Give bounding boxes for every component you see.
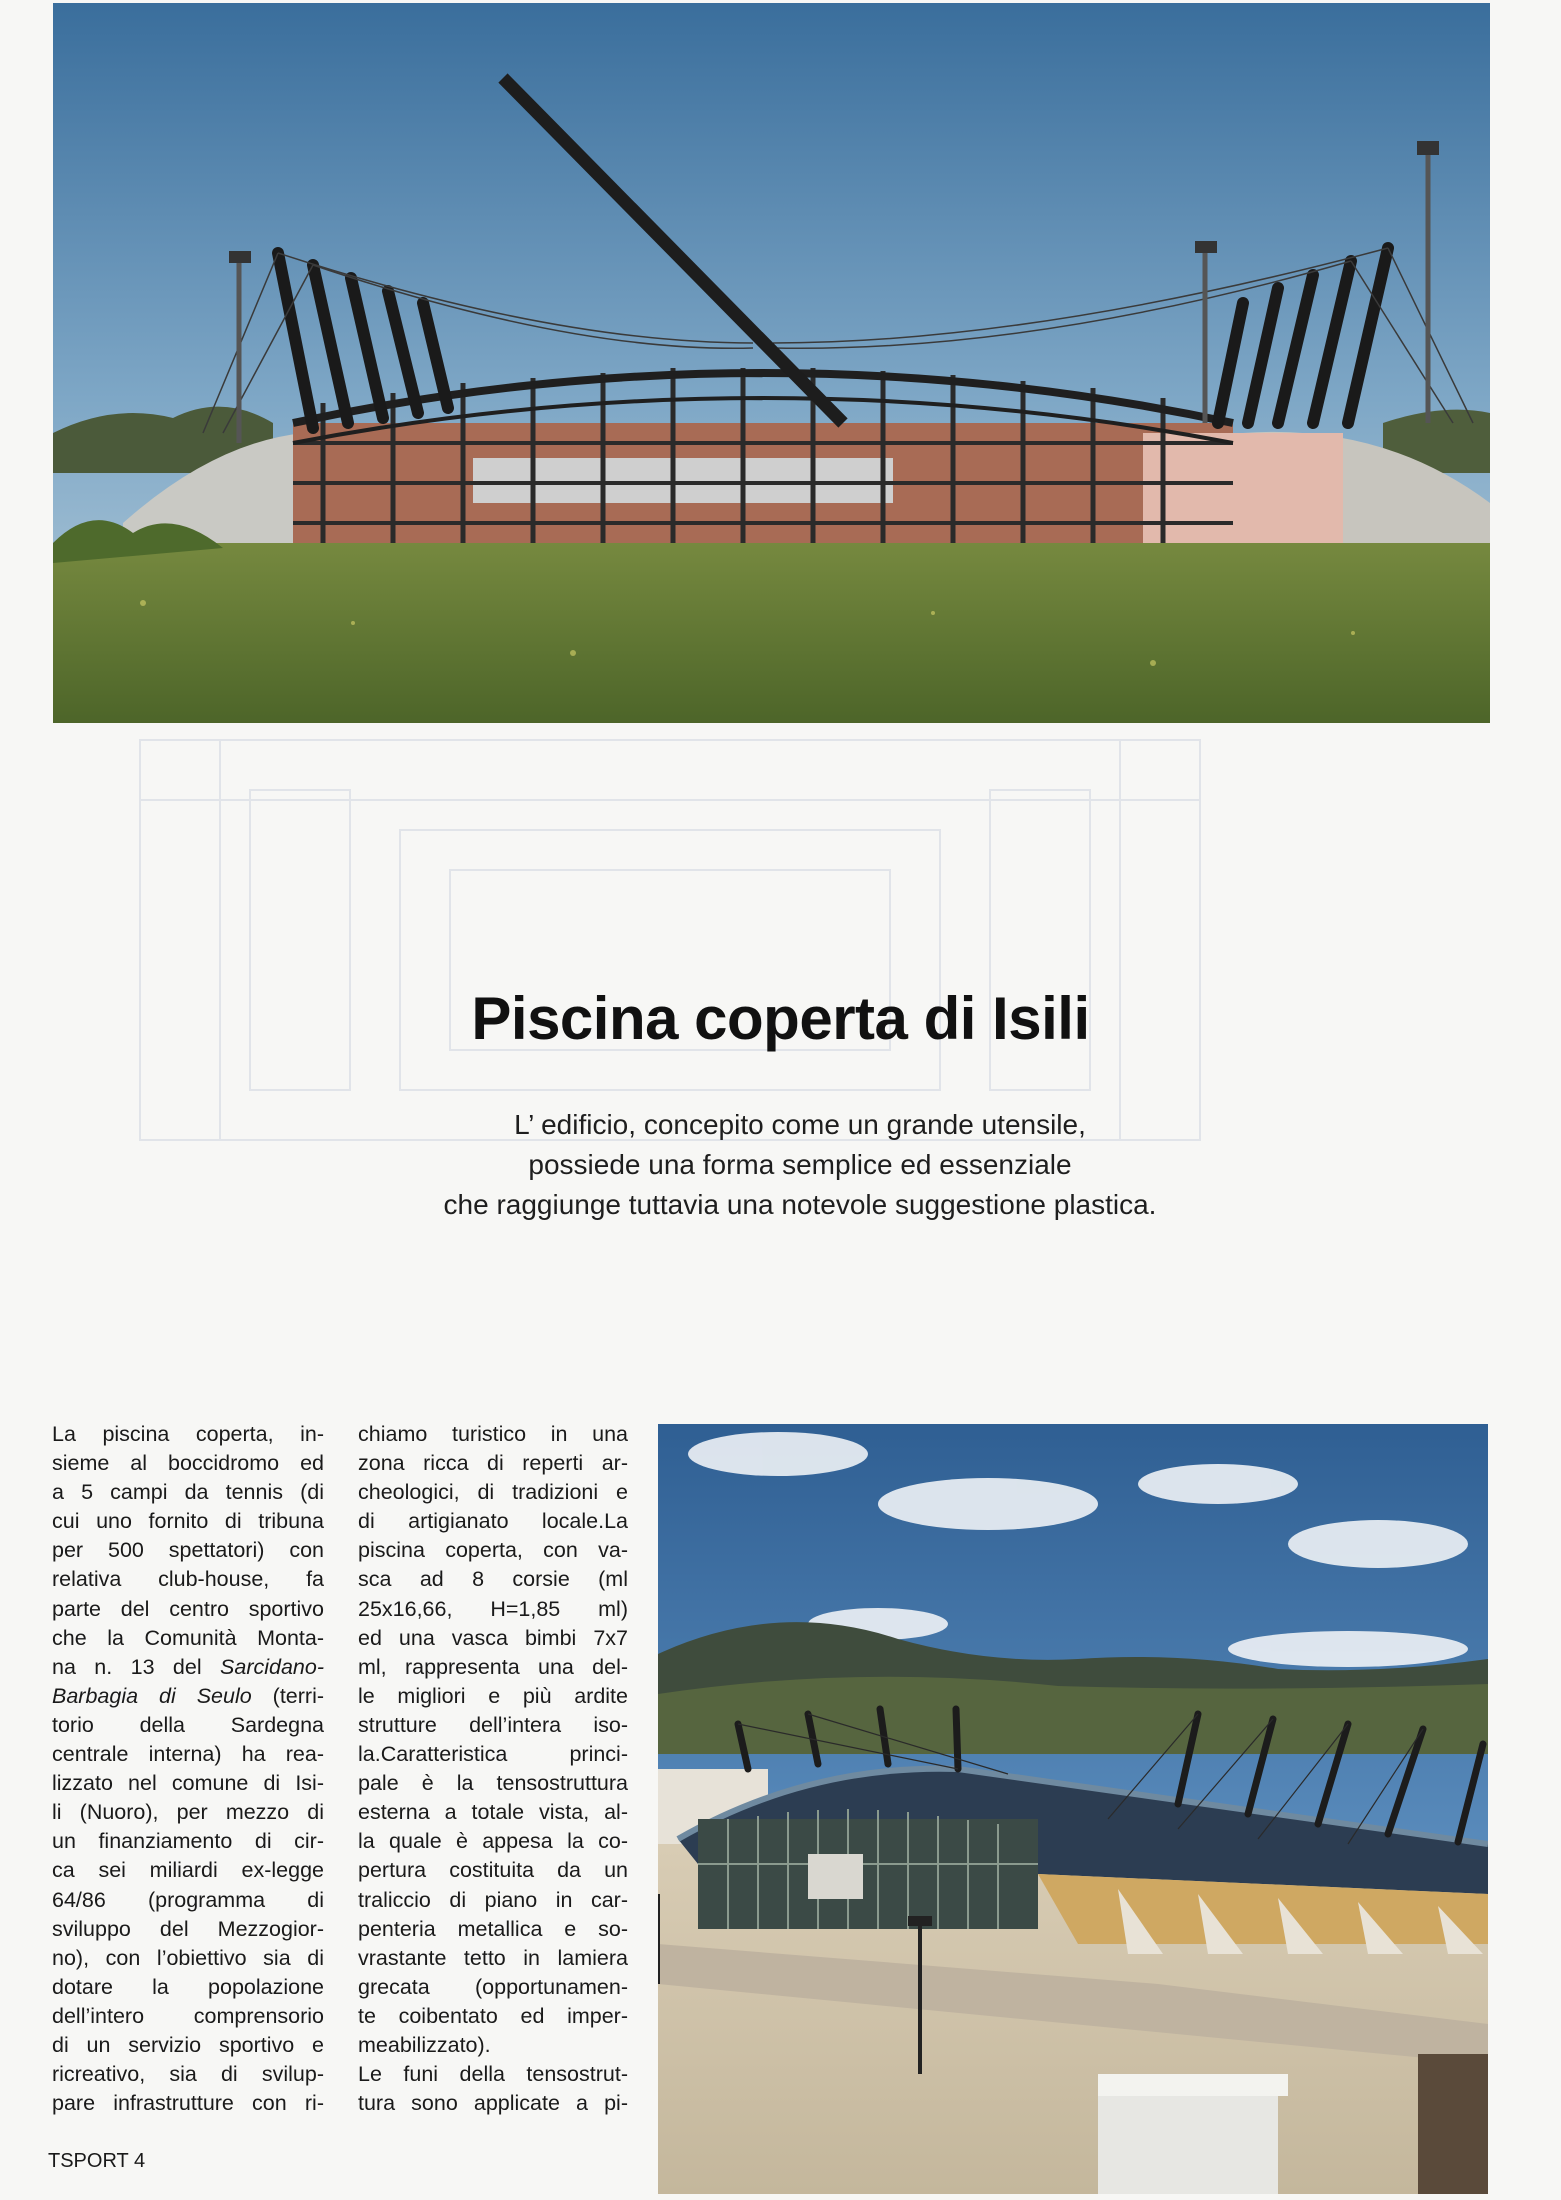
body-line: di artigianato locale.La: [358, 1509, 628, 1534]
body-line: relativa club-house, fa: [52, 1567, 324, 1592]
body-line: parte del centro sportivo: [52, 1596, 324, 1621]
body-line: ed una vasca bimbi 7x7: [358, 1625, 628, 1650]
body-line: ml, rappresenta una del-: [358, 1654, 628, 1679]
photo-finished-building: [658, 1424, 1488, 2194]
body-line: 25x16,66, H=1,85 ml): [358, 1596, 628, 1621]
body-line: no), con l’obiettivo sia di: [52, 1945, 324, 1970]
body-line: [52, 1682, 324, 1711]
body-line: dotare la popolazione: [52, 1974, 324, 1999]
body-line: la quale è appesa la co-: [358, 1829, 628, 1854]
photo-construction-site: [53, 3, 1490, 723]
body-line: Le funi della tensostrut-: [358, 2062, 628, 2087]
body-line: piscina coperta, con va-: [358, 1538, 628, 1563]
body-line: li (Nuoro), per mezzo di: [52, 1800, 324, 1825]
place-name-italic: Sarcidano-: [220, 1654, 324, 1679]
body-line: vrastante tetto in lamiera: [358, 1945, 628, 1970]
body-line: di un servizio sportivo e: [52, 2032, 324, 2057]
body-line: lizzato nel comune di Isi-: [52, 1771, 324, 1796]
body-line: torio della Sardegna: [52, 1712, 324, 1737]
body-line: che la Comunità Monta-: [52, 1625, 324, 1650]
place-name-italic: Barbagia di Seulo: [52, 1683, 252, 1708]
body-line: 64/86 (programma di: [52, 1887, 324, 1912]
body-line: la.Caratteristica princi-: [358, 1742, 628, 1767]
body-line: strutture dell’intera iso-: [358, 1712, 628, 1737]
body-line: pale è la tensostruttura: [358, 1771, 628, 1796]
body-line: per 500 spettatori) con: [52, 1538, 324, 1563]
body-column-1: [52, 1420, 324, 2118]
body-line: sieme al boccidromo ed: [52, 1451, 324, 1476]
body-line: centrale interna) ha rea-: [52, 1742, 324, 1767]
body-text: na n. 13 del: [52, 1654, 221, 1679]
body-line: sviluppo del Mezzogior-: [52, 1916, 324, 1941]
body-column-2: [358, 1420, 628, 2118]
body-line: a 5 campi da tennis (di: [52, 1480, 324, 1505]
body-line: sca ad 8 corsie (ml: [358, 1567, 628, 1592]
body-line: grecata (opportunamen-: [358, 1974, 628, 1999]
body-line: tura sono applicate a pi-: [358, 2091, 628, 2116]
body-line: dell’intero comprensorio: [52, 2003, 324, 2028]
body-line: pare infrastrutture con ri-: [52, 2091, 324, 2116]
article-title: Piscina coperta di Isili: [471, 985, 1090, 1053]
standfirst-line: che raggiunge tuttavia una notevole suggestione plastica.: [443, 1189, 1157, 1220]
body-line: zona ricca di reperti ar-: [358, 1451, 628, 1476]
body-line: penteria metallica e so-: [358, 1916, 628, 1941]
page-folio: TSPORT 4: [48, 2150, 146, 2172]
body-line: [52, 1653, 324, 1682]
standfirst-line: possiede una forma semplice ed essenziale: [528, 1149, 1072, 1180]
body-line: le migliori e più ardite: [358, 1683, 628, 1708]
body-line: un finanziamento di cir-: [52, 1829, 324, 1854]
body-line: chiamo turistico in una: [358, 1422, 628, 1446]
body-line: pertura costituita da un: [358, 1858, 628, 1883]
body-line: La piscina coperta, in-: [52, 1422, 324, 1446]
background-plan-drawing: [130, 730, 1210, 1150]
body-line: cui uno fornito di tribuna: [52, 1509, 324, 1534]
standfirst: [300, 1105, 1300, 1225]
body-line: te coibentato ed imper-: [358, 2003, 628, 2028]
body-line: meabilizzato).: [358, 2032, 491, 2057]
body-line: cheologici, di tradizioni e: [358, 1480, 628, 1505]
body-text: (terri-: [251, 1683, 325, 1708]
body-line: ricreativo, sia di svilup-: [52, 2062, 324, 2087]
body-line: traliccio di piano in car-: [358, 1887, 628, 1912]
body-line: ca sei miliardi ex-legge: [52, 1858, 324, 1883]
body-line: esterna a totale vista, al-: [358, 1800, 628, 1825]
standfirst-line: L’ edificio, concepito come un grande utensile,: [514, 1109, 1086, 1140]
